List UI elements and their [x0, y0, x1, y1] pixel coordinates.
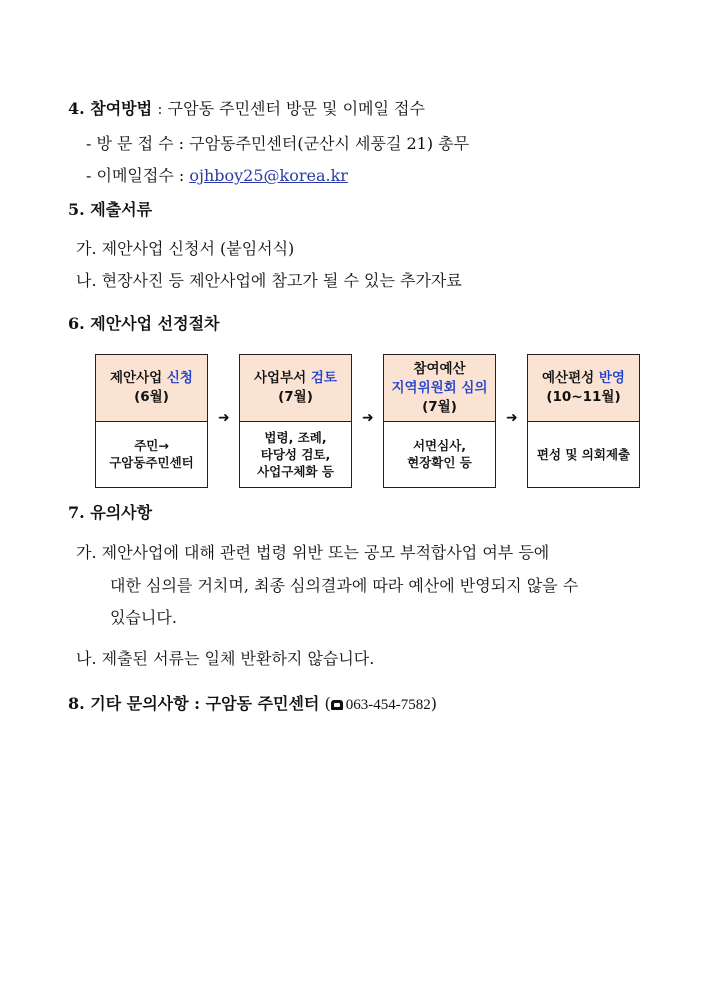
- section-5-item-b: 나. 현장사진 등 제안사업에 참고가 될 수 있는 추가자료: [76, 271, 462, 290]
- section-4-desc: 구암동 주민센터 방문 및 이메일 접수: [167, 99, 425, 118]
- step-4-box: 예산편성 반영 (10~11월) 편성 및 의회제출: [527, 354, 640, 488]
- visit-line: [86, 133, 469, 155]
- step-2-box: 사업부서 검토 (7월) 법령, 조례, 타당성 검토, 사업구체화 등: [239, 354, 352, 488]
- visit-label: - 방 문 접 수 :: [86, 134, 185, 153]
- process-flow: [95, 354, 640, 488]
- email-link[interactable]: ojhboy25@korea.kr: [189, 166, 348, 185]
- section-5-title: 5. 제출서류: [68, 200, 153, 219]
- phone-icon: [331, 700, 343, 710]
- arrow-icon: ➜: [506, 410, 518, 426]
- section-4-heading: [68, 98, 425, 120]
- section-4-title: 4. 참여방법: [68, 99, 153, 118]
- arrow-icon: ➜: [362, 410, 374, 426]
- section-8-title: 8. 기타 문의사항 : 구암동 주민센터: [68, 694, 320, 713]
- section-7-item-a-line2: 대한 심의를 거치며, 최종 심의결과에 따라 예산에 반영되지 않을 수: [110, 576, 579, 595]
- section-7-title: 7. 유의사항: [68, 503, 153, 522]
- email-label: - 이메일접수 :: [86, 166, 185, 185]
- step-3-box: 참여예산 지역위원회 심의 (7월) 서면심사, 현장확인 등: [383, 354, 496, 488]
- section-6-title: 6. 제안사업 선정절차: [68, 314, 220, 333]
- section-7-item-b: 나. 제출된 서류는 일체 반환하지 않습니다.: [76, 649, 375, 668]
- section-4-sep: :: [152, 99, 168, 118]
- phone-number: 063-454-7582: [345, 697, 431, 713]
- section-5-item-a: 가. 제안사업 신청서 (붙임서식): [76, 239, 295, 258]
- visit-value: 구암동주민센터(군산시 세풍길 21) 총무: [184, 134, 470, 153]
- arrow-icon: ➜: [218, 410, 230, 426]
- section-7-item-a-line3: 있습니다.: [110, 608, 177, 627]
- section-7-item-a-line1: 가. 제안사업에 대해 관련 법령 위반 또는 공모 부적합사업 여부 등에: [76, 543, 550, 562]
- section-8-line: 8. 기타 문의사항 : 구암동 주민센터 ( 063-454-7582): [68, 694, 437, 713]
- step-1-box: 제안사업 신청 (6월) 주민→ 구암동주민센터: [95, 354, 208, 488]
- email-line: [86, 165, 348, 187]
